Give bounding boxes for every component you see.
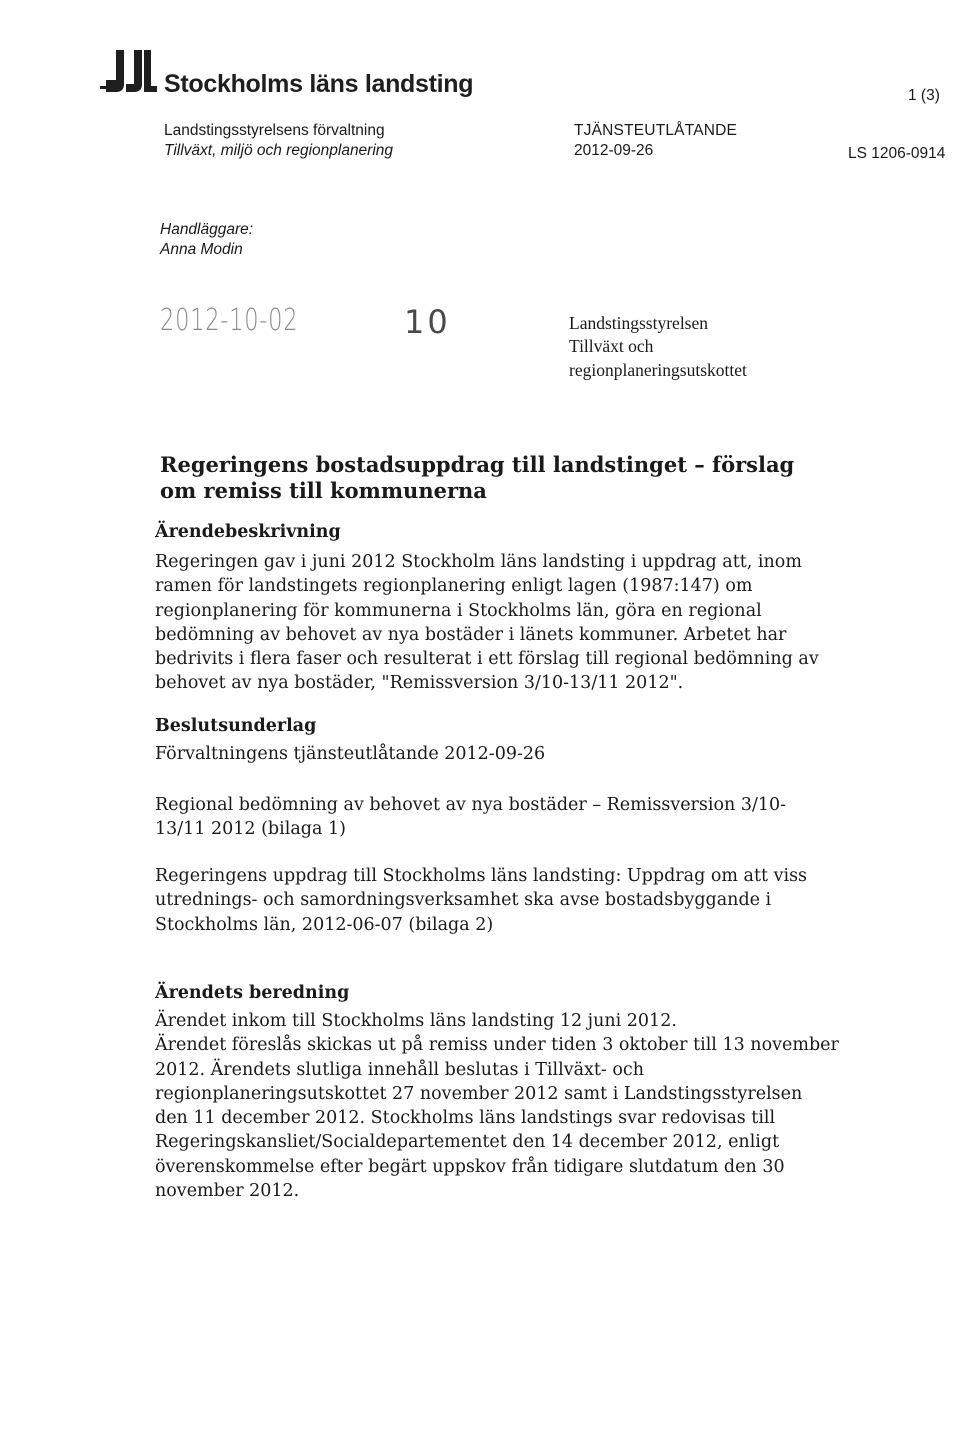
text-line: Stockholms län, 2012-06-07 (bilaga 2) [155,914,494,935]
text-line: Regional bedömning av behovet av nya bostäder – Remissversion 3/10- [155,795,787,815]
recipient-line-3: regionplaneringsutskottet [569,360,747,380]
recipient-line-1: Landstingsstyrelsen [569,313,709,333]
text-line: Regeringen gav i juni 2012 Stockholm läns landsting i uppdrag att, inom [155,552,802,572]
page-number: 1 (3) [908,87,940,104]
text-line: Ärendet inkom till Stockholms läns landsting 12 juni 2012. [155,1011,677,1031]
text-line: den 11 december 2012. Stockholms läns landstings svar redovisas till [155,1108,776,1129]
text-line: Ärendet föreslås skickas ut på remiss under tiden 3 oktober till 13 november [155,1035,839,1056]
document-title [160,452,860,504]
text-line: 2012. Ärendets slutliga innehåll beslutas i Tillväxt- och [155,1059,645,1080]
document-type: TJÄNSTEUTLÅTANDE [574,122,738,139]
arendebeskrivning-body [155,550,819,696]
text-line: 13/11 2012 (bilaga 1) [155,819,346,840]
section-heading-beslutsunderlag: Beslutsunderlag [155,716,317,736]
text-line: Regeringens uppdrag till Stockholms läns landsting: Uppdrag om att viss [155,866,808,886]
section-heading-arendets-beredning: Ärendets beredning [155,983,350,1003]
document-reference: LS 1206-0914 [848,145,946,162]
sll-logo [98,46,158,98]
section-heading-arendebeskrivning: Ärendebeskrivning [155,522,341,542]
arendets-beredning-body [155,1009,839,1203]
text-line: överenskommelse efter begärt uppskov från tidigare slutdatum den 30 [155,1156,785,1177]
text-line: behovet av nya bostäder, "Remissversion 3/10-13/11 2012". [155,673,684,694]
text-line: bedömning av behovet av nya bostäder i länets kommuner. Arbetet har [155,624,787,645]
text-line: regionplaneringsutskottet 27 november 2012 samt i Landstingsstyrelsen [155,1083,803,1104]
recipient-line-2: Tillväxt och [569,336,654,356]
title-line-2: om remiss till kommunerna [160,478,487,503]
beslutsunderlag-item-3 [155,864,815,937]
department: Landstingsstyrelsens förvaltning [164,122,385,139]
stamp-number: 10 [404,303,451,341]
stamp-date: 2012-10-02 [160,303,299,338]
handler-name: Anna Modin [160,241,243,258]
text-line: bedrivits i flera faser och resulterat i ett förslag till regional bedömning av [155,649,819,670]
text-line: regionplanering för kommunerna i Stockholms län, göra en regional [155,600,762,621]
beslutsunderlag-item-2 [155,793,815,842]
text-line: Regeringskansliet/Socialdepartementet den 14 december 2012, enligt [155,1132,780,1153]
beslutsunderlag-item-1 [155,742,815,766]
text-line: utrednings- och samordningsverksamhet ska avse bostadsbyggande i [155,890,772,911]
text-line: november 2012. [155,1181,300,1202]
document-date: 2012-09-26 [574,142,654,159]
department-sub: Tillväxt, miljö och regionplanering [164,142,394,159]
text-line: Förvaltningens tjänsteutlåtande 2012-09-26 [155,744,546,764]
text-line: ramen för landstingets regionplanering enligt lagen (1987:147) om [155,576,753,597]
organization-name: Stockholms läns landsting [164,70,474,98]
handler-label: Handläggare: [160,221,254,238]
title-line-1: Regeringens bostadsuppdrag till landstinget – förslag [160,452,795,477]
